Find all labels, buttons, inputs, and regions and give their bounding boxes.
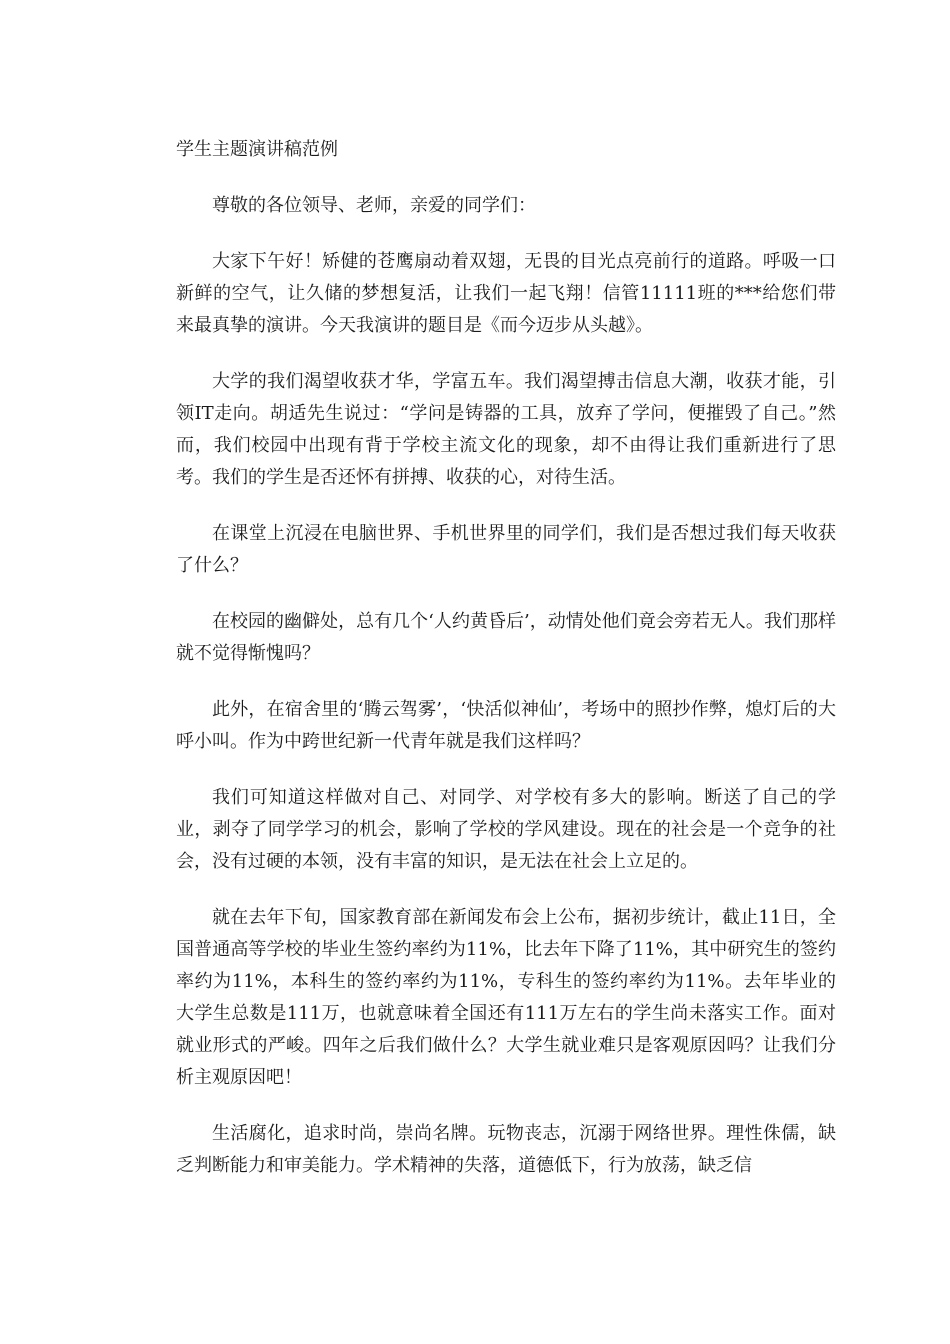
paragraph-dormitory: 此外，在宿舍里的‘腾云驾雾’，‘快活似神仙’，考场中的照抄作弊，熄灯后的大呼小叫。作为中跨世纪新一代青年就是我们这样吗？ [176, 699, 836, 752]
document-title: 学生主题演讲稿范例 [176, 139, 338, 160]
paragraph-greeting: 大家下午好！矫健的苍鹰扇动着双翅，无畏的目光点亮前行的道路。呼吸一口新鲜的空气，让久储的梦想复活，让我们一起飞翔！信管11111班的***给您们带来最真挚的演讲。今天我演讲的题目是《而今迈步从头越》。 [176, 251, 836, 336]
paragraph-causes: 生活腐化，追求时尚，崇尚名牌。玩物丧志，沉溺于网络世界。理性侏儒，缺乏判断能力和审美能力。学术精神的失落，道德低下，行为放荡，缺乏信 [176, 1123, 836, 1176]
paragraph-salutation: 尊敬的各位领导、老师，亲爱的同学们： [212, 195, 536, 216]
paragraph-aspiration: 大学的我们渴望收获才华，学富五车。我们渴望搏击信息大潮，收获才能，引领IT走向。胡适先生说过：“学问是铸器的工具，放弃了学问，便摧毁了自己。”然而，我们校园中出现有背于学校主流文化的现象，却不由得让我们重新进行了思考。我们的学生是否还怀有拼搏、收获的心，对待生活。 [176, 371, 836, 488]
paragraph-impact: 我们可知道这样做对自己、对同学、对学校有多大的影响。断送了自己的学业，剥夺了同学学习的机会，影响了学校的学风建设。现在的社会是一个竞争的社会，没有过硬的本领，没有丰富的知识，是无法在社会上立足的。 [176, 787, 836, 872]
paragraph-employment: 就在去年下旬，国家教育部在新闻发布会上公布，据初步统计，截止11日，全国普通高等学校的毕业生签约率约为11%，比去年下降了11%，其中研究生的签约率约为11%，本科生的签约率约为11%，专科生的签约率约为11%。去年毕业的大学生总数是111万，也就意味着全国还有111万左右的学生尚未落实工作。面对就业形式的严峻。四年之后我们做什么？大学生就业难只是客观原因吗？让我们分析主观原因吧！ [176, 907, 836, 1088]
paragraph-classroom: 在课堂上沉浸在电脑世界、手机世界里的同学们，我们是否想过我们每天收获了什么？ [176, 523, 836, 576]
document-body [176, 190, 836, 1206]
paragraph-campus: 在校园的幽僻处，总有几个‘人约黄昏后’，动情处他们竟会旁若无人。我们那样就不觉得惭愧吗？ [176, 611, 836, 664]
